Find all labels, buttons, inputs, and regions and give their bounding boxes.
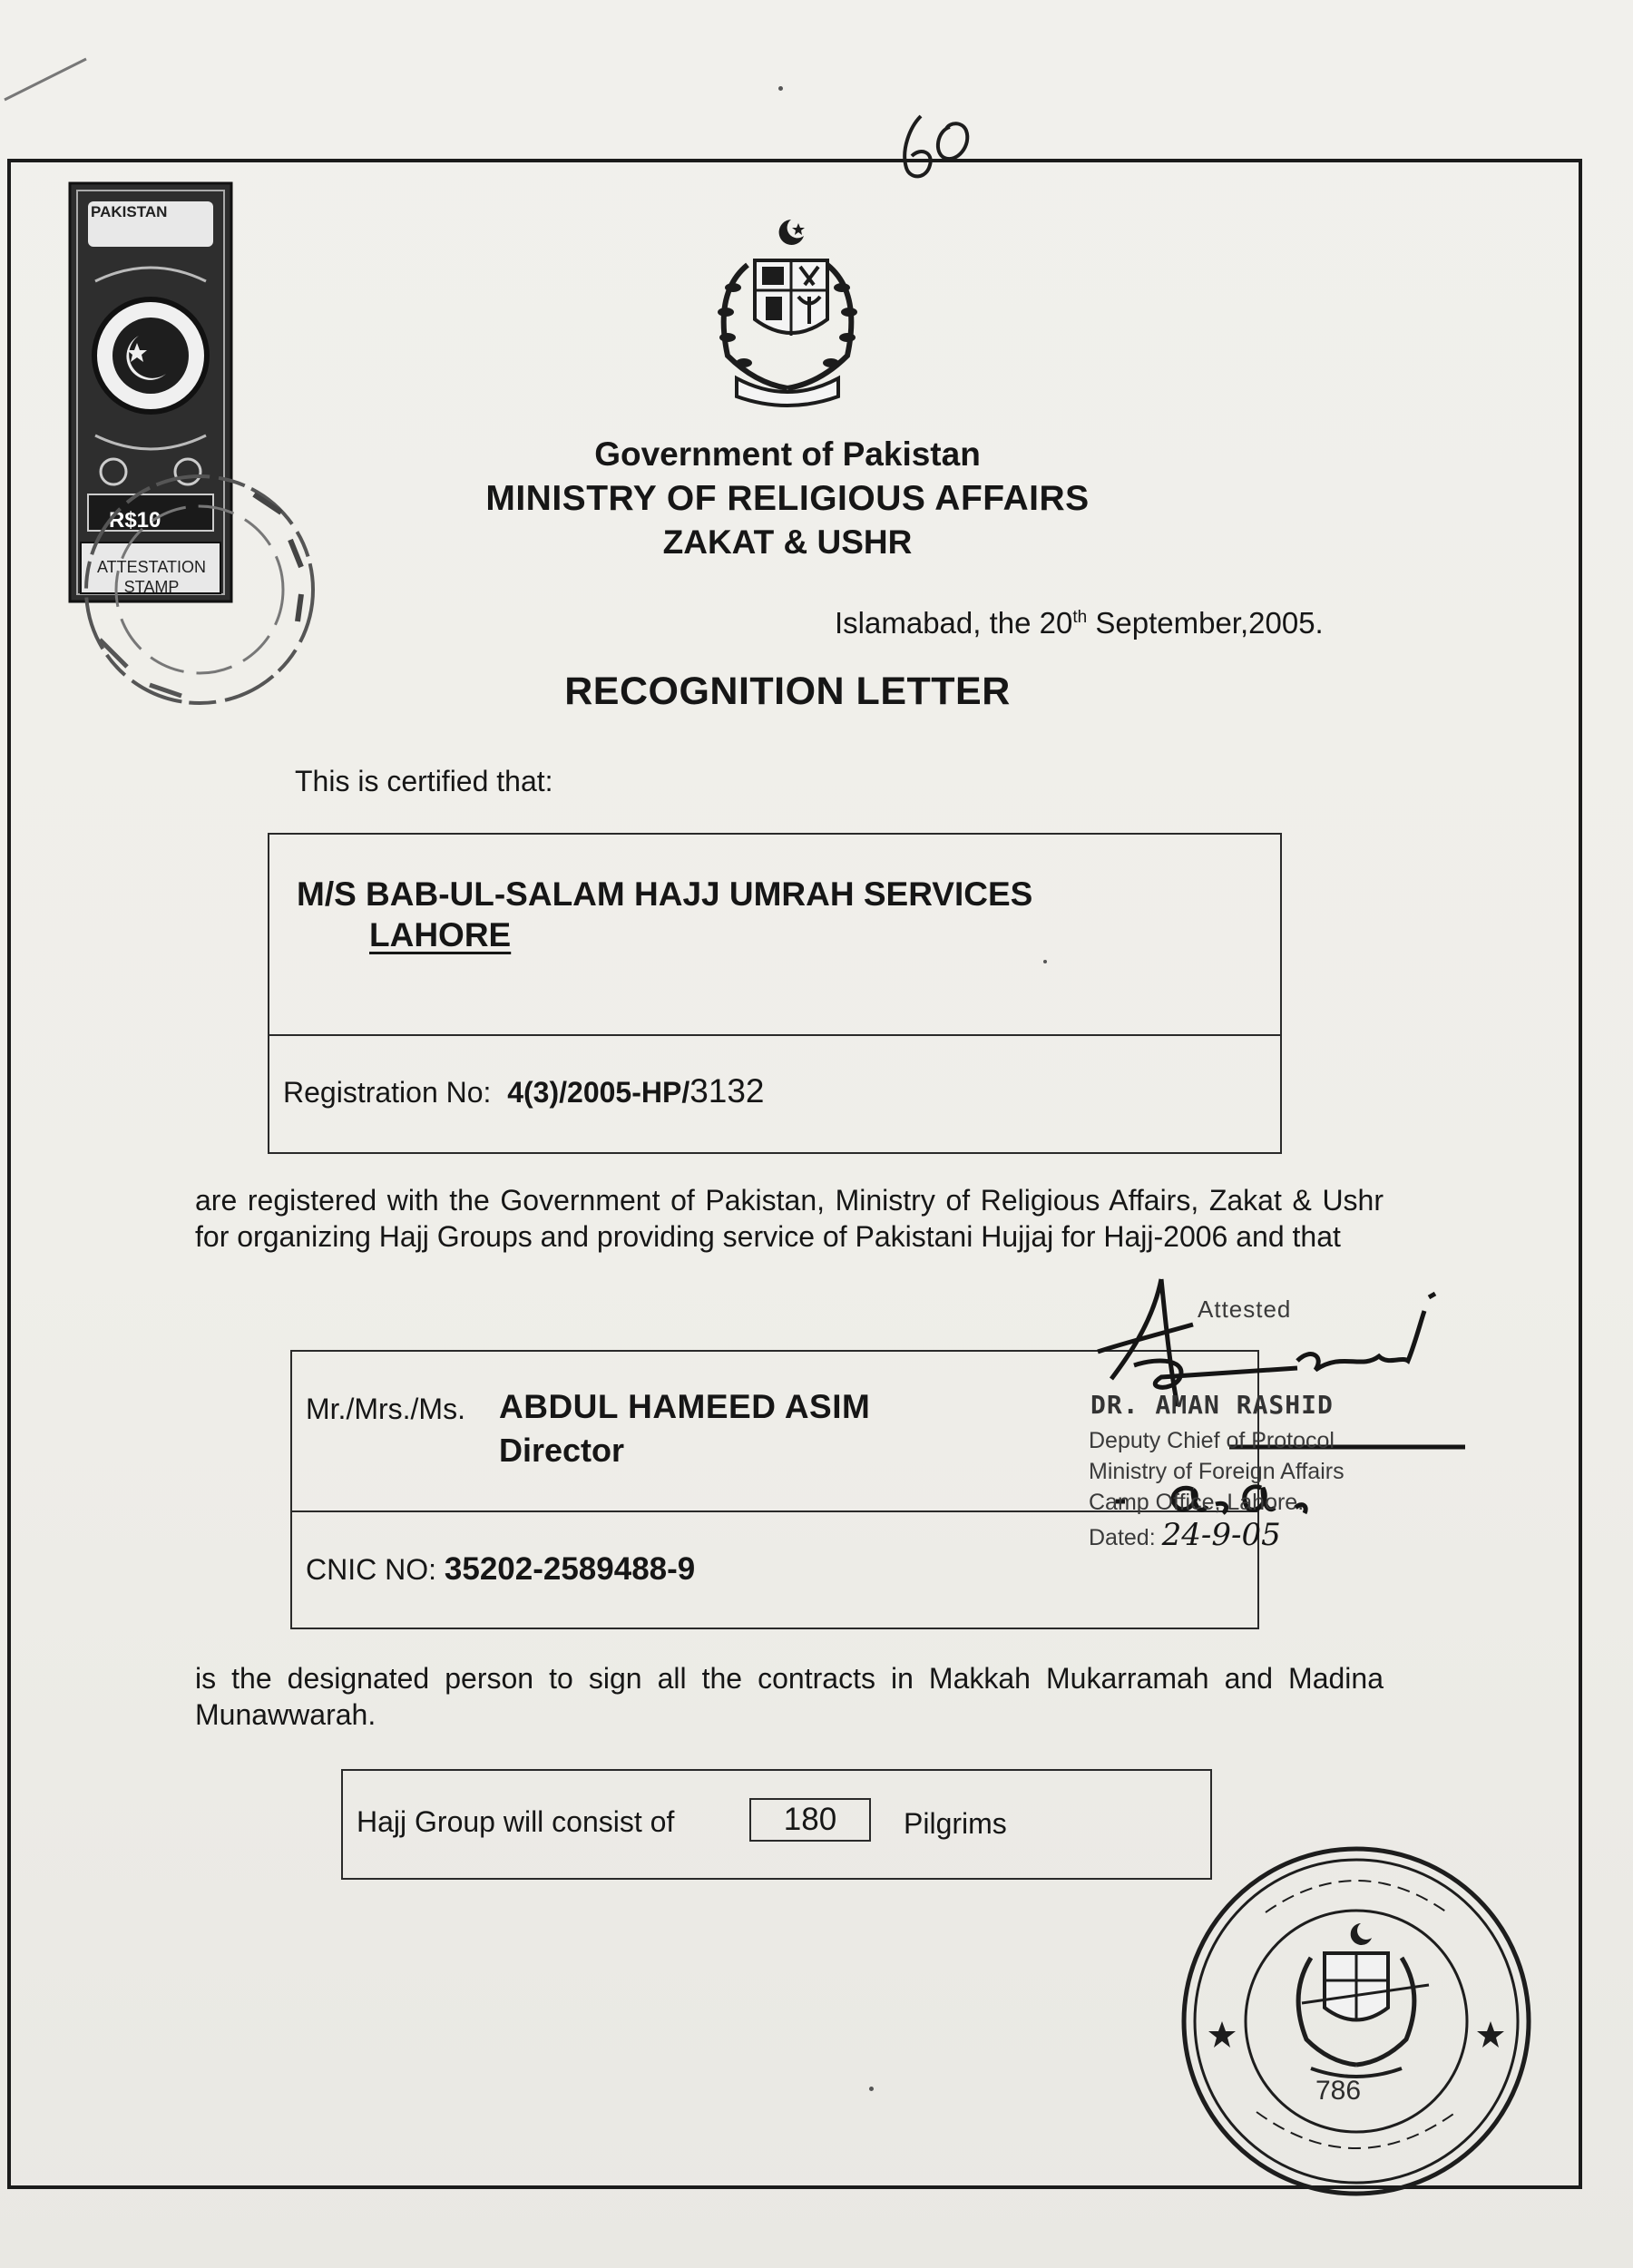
ministry-round-seal — [1175, 1840, 1538, 2203]
revenue-stamp-country: PAKISTAN — [91, 203, 168, 220]
registration-number: 3132 — [689, 1072, 765, 1110]
person-name: ABDUL HAMEED ASIM — [499, 1388, 871, 1425]
cnic-label: CNIC NO: — [306, 1553, 436, 1586]
attested-heading: Attested — [1198, 1295, 1292, 1323]
attestation-date: Dated: 24-9-05 — [1089, 1517, 1281, 1553]
firm-box — [268, 833, 1282, 1154]
ministry-heading: MINISTRY OF RELIGIOUS AFFAIRS — [485, 479, 1090, 518]
revenue-stamp-value: R$10 — [109, 508, 161, 533]
person-prefix: Mr./Mrs./Ms. — [306, 1393, 465, 1425]
group-size-unit: Pilgrims — [904, 1807, 1007, 1840]
firm-box-divider — [269, 1034, 1280, 1036]
person-title: Director — [499, 1432, 625, 1469]
attesting-officer-name: DR. AMAN RASHID — [1090, 1390, 1334, 1420]
corner-scratch-mark — [0, 50, 100, 104]
attesting-officer-designation: Deputy Chief of Protocol — [1089, 1428, 1335, 1453]
registration-label: Registration No: — [283, 1076, 492, 1109]
registration-line — [283, 1072, 765, 1110]
group-size-value: 180 — [749, 1798, 871, 1842]
registration-value: 4(3)/2005-HP/ — [507, 1076, 690, 1109]
revenue-stamp-label: ATTESTATION STAMP — [97, 558, 206, 596]
government-heading: Government of Pakistan — [594, 435, 981, 473]
firm-name: M/S BAB-UL-SALAM HAJJ UMRAH SERVICES — [297, 875, 1033, 913]
registration-paragraph: are registered with the Government of Pakistan, Ministry of Religious Affairs, Zakat & Ushr for organizing Hajj Groups and providing service of Pakistani Hujjaj for Hajj-2006 and that — [195, 1184, 1384, 1253]
dateline: Islamabad, the 20th September,2005. — [835, 606, 1324, 640]
group-size-box — [341, 1769, 1212, 1880]
attesting-officer-ministry: Ministry of Foreign Affairs — [1089, 1459, 1345, 1484]
paper-speck — [1043, 960, 1047, 963]
certified-intro: This is certified that: — [295, 765, 553, 797]
attesting-officer-office: Camp Office, Lahore. — [1089, 1490, 1305, 1515]
designation-paragraph: is the designated person to sign all the contracts in Makkah Mukarramah and Madina Munawwarah. — [195, 1662, 1384, 1731]
paper-speck — [869, 2087, 874, 2091]
group-size-label: Hajj Group will consist of — [357, 1805, 675, 1838]
cnic-line — [306, 1551, 695, 1588]
firm-city: LAHORE — [369, 916, 512, 953]
department-heading: ZAKAT & USHR — [662, 523, 913, 561]
paper-speck — [778, 86, 783, 91]
document-title: RECOGNITION LETTER — [564, 670, 1011, 713]
cnic-value: 35202-2589488-9 — [444, 1551, 696, 1587]
seal-number: 786 — [1315, 2076, 1362, 2106]
state-emblem — [691, 210, 884, 410]
